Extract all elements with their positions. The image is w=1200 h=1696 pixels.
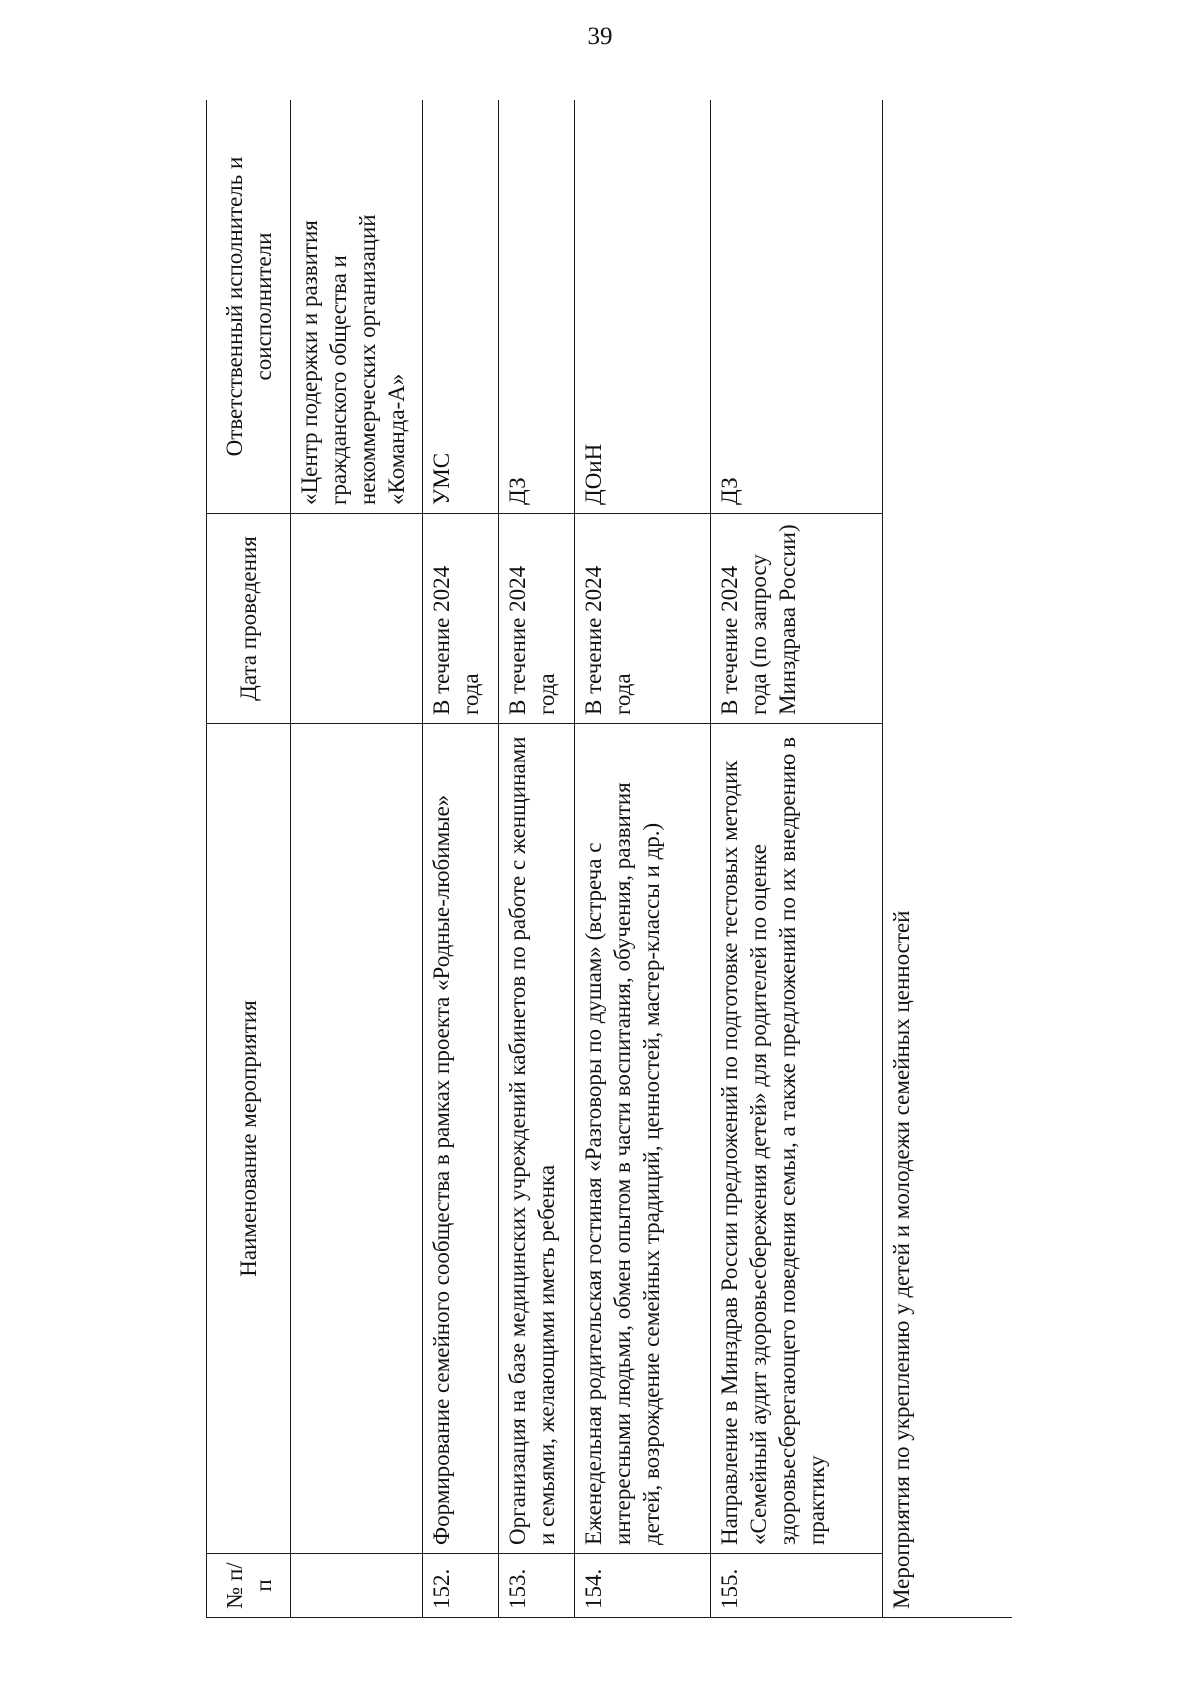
row-name: Формирование семейного сообщества в рамках проекта «Родные-любимые» bbox=[423, 724, 499, 1554]
table-row bbox=[499, 100, 575, 1618]
header-num: № п/п bbox=[207, 1554, 291, 1618]
page-number: 39 bbox=[587, 23, 613, 50]
row-responsible: ДЗ bbox=[711, 100, 883, 514]
table-row-continued bbox=[291, 100, 423, 1618]
row-responsible: УМС bbox=[423, 100, 499, 514]
header-responsible: Ответственный исполнитель и соисполнители bbox=[207, 100, 291, 514]
header-name: Наименование мероприятия bbox=[207, 724, 291, 1554]
row-date: В течение 2024 года bbox=[499, 514, 575, 724]
table-row bbox=[575, 100, 711, 1618]
table-container bbox=[206, 100, 1012, 1618]
row-name bbox=[291, 724, 423, 1554]
row-num: 152. bbox=[423, 1554, 499, 1618]
row-num: 155. bbox=[711, 1554, 883, 1618]
section-heading-row bbox=[883, 100, 1013, 1618]
table-row bbox=[423, 100, 499, 1618]
row-date: В течение 2024 года bbox=[423, 514, 499, 724]
row-responsible: ДЗ bbox=[499, 100, 575, 514]
row-date: В течение 2024 года bbox=[575, 514, 711, 724]
events-table bbox=[206, 100, 1012, 1618]
header-date: Дата проведения bbox=[207, 514, 291, 724]
section-title: Мероприятия по укреплению у детей и молодежи семейных ценностей bbox=[883, 100, 1013, 1618]
table-header-row bbox=[207, 100, 291, 1618]
row-name: Направление в Минздрав России предложений по подготовке тестовых методик «Семейный аудит здоровьесбережения детей» для родителей по оценке здоровьесберегающего поведения семьи, а также предложений по их внедрению в практику bbox=[711, 724, 883, 1554]
row-date bbox=[291, 514, 423, 724]
row-date: В течение 2024 года (по запросу Минздрава России) bbox=[711, 514, 883, 724]
row-name: Организация на базе медицинских учреждений кабинетов по работе с женщинами и семьями, желающими иметь ребенка bbox=[499, 724, 575, 1554]
row-name: Еженедельная родительская гостиная «Разговоры по душам» (встреча с интересными людьми, обмен опытом в части воспитания, обучения, развития детей, возрождение семейных традиций, ценностей, мастер-классы и др.) bbox=[575, 724, 711, 1554]
rotated-table-frame bbox=[206, 100, 1012, 1618]
row-responsible: «Центр подержки и развития гражданского общества и некоммерческих организаций «Команда-А» bbox=[291, 100, 423, 514]
row-responsible: ДОиН bbox=[575, 100, 711, 514]
table-row bbox=[711, 100, 883, 1618]
row-num bbox=[291, 1554, 423, 1618]
row-num: 154. bbox=[575, 1554, 711, 1618]
row-num: 153. bbox=[499, 1554, 575, 1618]
